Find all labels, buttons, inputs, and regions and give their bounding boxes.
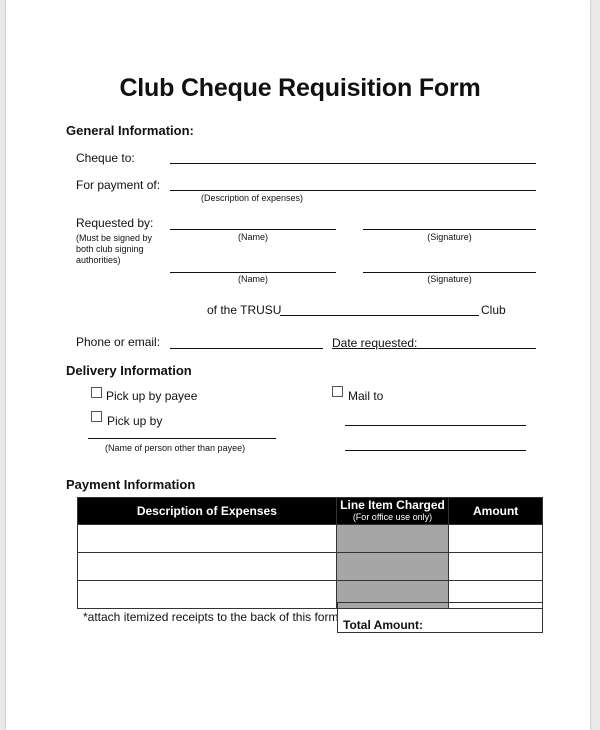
mail-to-label: Mail to — [348, 389, 384, 403]
requester-name-field-2[interactable] — [170, 272, 336, 273]
for-payment-of-field[interactable] — [170, 190, 536, 191]
line-item-header-label: Line Item Charged — [340, 498, 445, 512]
cheque-to-label: Cheque to: — [76, 151, 135, 165]
attach-receipts-note: *attach itemized receipts to the back of this form — [83, 610, 339, 624]
total-amount-label: Total Amount: — [343, 618, 423, 632]
payment-table-header — [78, 498, 543, 525]
club-label: Club — [481, 303, 506, 317]
general-info-heading: General Information: — [66, 123, 194, 138]
description-cell[interactable] — [78, 525, 337, 553]
table-row — [78, 553, 543, 581]
line-item-cell — [336, 525, 449, 553]
mail-to-checkbox[interactable] — [332, 386, 343, 397]
col-description-header: Description of Expenses — [78, 498, 337, 525]
amount-cell[interactable] — [449, 553, 543, 581]
date-requested-field[interactable] — [416, 348, 536, 349]
club-name-field[interactable] — [280, 315, 479, 316]
signature-hint-2: (Signature) — [427, 274, 472, 284]
delivery-info-heading: Delivery Information — [66, 363, 192, 378]
line-item-cell — [336, 553, 449, 581]
description-hint: (Description of expenses) — [201, 193, 304, 203]
for-payment-of-label: For payment of: — [76, 178, 161, 192]
name-hint-2: (Name) — [237, 274, 268, 284]
of-the-trusu-label: of the TRUSU — [207, 303, 282, 317]
line-item-header-note: (For office use only) — [352, 512, 433, 522]
cheque-to-field[interactable] — [170, 163, 536, 164]
table-row — [78, 525, 543, 553]
other-person-field[interactable] — [88, 438, 276, 439]
total-amount-box[interactable] — [337, 602, 543, 633]
col-line-item-header — [336, 498, 449, 525]
date-requested-label: Date requested: — [332, 336, 418, 350]
signature-hint-1: (Signature) — [427, 232, 472, 242]
name-hint-1: (Name) — [237, 232, 268, 242]
phone-email-label: Phone or email: — [76, 335, 161, 349]
phone-email-field[interactable] — [170, 348, 323, 349]
pickup-payee-label: Pick up by payee — [106, 389, 198, 403]
col-amount-header: Amount — [449, 498, 543, 525]
requester-signature-field-2[interactable] — [363, 272, 536, 273]
page-title: Club Cheque Requisition Form — [119, 74, 481, 102]
payment-info-heading: Payment Information — [66, 477, 196, 492]
other-person-hint: (Name of person other than payee) — [105, 443, 246, 453]
pickup-by-label: Pick up by — [107, 414, 163, 428]
pickup-by-checkbox[interactable] — [91, 411, 102, 422]
requester-signature-field-1[interactable] — [363, 229, 536, 230]
requested-by-note: (Must be signed by both club signing authorities) — [76, 233, 153, 265]
description-cell[interactable] — [78, 581, 337, 609]
payment-table — [77, 497, 543, 609]
pickup-payee-checkbox[interactable] — [91, 387, 102, 398]
requester-name-field-1[interactable] — [170, 229, 336, 230]
description-cell[interactable] — [78, 553, 337, 581]
requested-by-label: Requested by: — [76, 216, 154, 230]
mail-address-field-2[interactable] — [345, 450, 526, 451]
amount-cell[interactable] — [449, 525, 543, 553]
mail-address-field-1[interactable] — [345, 425, 526, 426]
